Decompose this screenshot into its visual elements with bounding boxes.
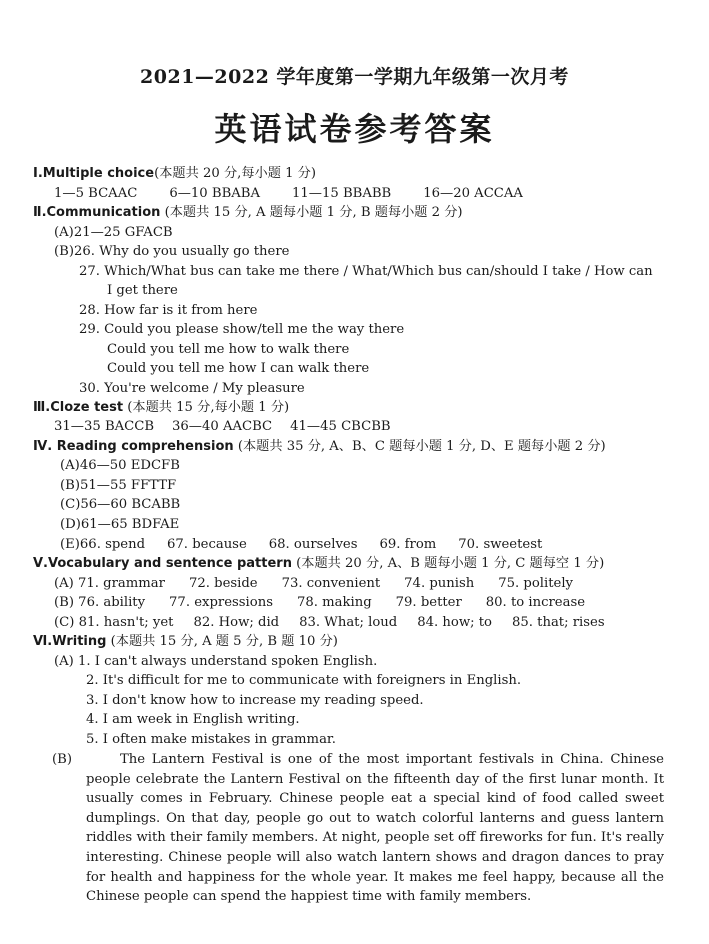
section-2-header: Ⅱ.Communication (本题共 15 分, A 题每小题 1 分, B 题每小题 2 分): [33, 205, 463, 220]
answer-item: 80. to increase: [485, 595, 586, 610]
section-1-note: (本题共 20 分,每小题 1 分): [154, 166, 316, 181]
section-3-answers: [54, 419, 391, 435]
section-1-answers: [54, 186, 523, 202]
answer-group: 1—5 BCAAC: [54, 186, 138, 201]
answer-item: (C) 81. hasn't; yet: [54, 615, 174, 630]
writing-b-essay: [52, 750, 664, 907]
answer-group: 36—40 AACBC: [172, 419, 273, 434]
writing-b-text: The Lantern Festival is one of the most important festivals in China. Chinese people celebrate the Lantern Festival on the fifteenth day of the first lunar month. It usually comes in February. Chinese people eat a special kind of food called sweet dumplings. On that day, people go out to watch colorful lanterns and guess lantern riddles with their family members. At night, people set off fireworks for fun. It's really interesting. Chinese people will also watch lantern shows and dragon dances to pray for health and happiness for the whole year. It makes me feel happy, because all the Chinese people can spend the happiest time with family members.: [86, 752, 664, 905]
section-5-b-answers: [54, 595, 585, 611]
section-2-b-line: Could you tell me how I can walk there: [107, 361, 370, 376]
section-2-b-line: 30. You're welcome / My pleasure: [79, 381, 305, 396]
answer-item: 78. making: [296, 595, 372, 610]
section-2-note: (本题共 15 分, A 题每小题 1 分, B 题每小题 2 分): [160, 205, 463, 220]
section-5-a-answers: [54, 576, 573, 592]
writing-a-sentence: 3. I don't know how to increase my reading speed.: [86, 693, 424, 708]
answer-item: 68. ourselves: [268, 537, 358, 552]
section-4-line: (B)51—55 FFTTF: [60, 478, 177, 493]
answer-item: 72. beside: [188, 576, 258, 591]
answer-item: 77. expressions: [169, 595, 273, 610]
section-2-b-line: Could you tell me how to walk there: [107, 342, 350, 357]
answer-item: 75. politely: [498, 576, 574, 591]
section-2-b-line: 27. Which/What bus can take me there / What/Which bus can/should I take / How can: [79, 264, 653, 279]
section-4-e-answers: [60, 537, 542, 553]
writing-a-sentence: 2. It's difficult for me to communicate with foreigners in English.: [86, 673, 522, 688]
answer-item: 84. how; to: [417, 615, 492, 630]
answer-item: 82. How; did: [193, 615, 280, 630]
section-4-line: (A)46—50 EDCFB: [60, 458, 180, 473]
section-5-c-answers: [54, 615, 605, 631]
section-2-b-line: I get there: [107, 283, 178, 298]
answer-item: (A) 71. grammar: [54, 576, 165, 591]
section-4-header: Ⅳ. Reading comprehension (本题共 35 分, A、B、C 题每小题 1 分, D、E 题每小题 2 分): [33, 439, 606, 454]
writing-a-sentence: 5. I often make mistakes in grammar.: [86, 732, 336, 747]
section-2-b-line: 29. Could you please show/tell me the way there: [79, 322, 405, 337]
answer-key-title: 英语试卷参考答案: [214, 110, 495, 148]
section-1-name: Multiple choice: [42, 166, 155, 181]
answer-item: 70. sweetest: [458, 537, 543, 552]
section-4-note: (本题共 35 分, A、B、C 题每小题 1 分, D、E 题每小题 2 分): [233, 439, 606, 454]
section-5-header: Ⅴ.Vocabulary and sentence pattern (本题共 20 分, A、B 题每小题 1 分, C 题每空 1 分): [33, 556, 605, 571]
section-6-name: Writing: [52, 634, 107, 649]
section-3-note: (本题共 15 分,每小题 1 分): [123, 400, 290, 415]
section-2-b-line: 28. How far is it from here: [79, 303, 258, 318]
section-2-a-answers: (A)21—25 GFACB: [54, 225, 173, 240]
answer-group: 11—15 BBABB: [292, 186, 392, 201]
answer-item: 85. that; rises: [511, 615, 605, 630]
section-2-b-line: (B)26. Why do you usually go there: [54, 244, 290, 259]
section-4-name: Reading comprehension: [52, 439, 234, 454]
section-4-line: (D)61—65 BDFAE: [60, 517, 180, 532]
section-1-header: Ⅰ.Multiple choice(本题共 20 分,每小题 1 分): [33, 166, 316, 181]
answer-group: 41—45 CBCBB: [290, 419, 391, 434]
section-5-note: (本题共 20 分, A、B 题每小题 1 分, C 题每空 1 分): [291, 556, 605, 571]
section-3-header: Ⅲ.Cloze test (本题共 15 分,每小题 1 分): [33, 400, 290, 415]
answer-item: 67. because: [167, 537, 247, 552]
writing-a-sentence: 4. I am week in English writing.: [86, 712, 300, 727]
section-3-name: Cloze test: [50, 400, 124, 415]
answer-group: 31—35 BACCB: [54, 419, 155, 434]
writing-a-sentence: (A) 1. I can't always understand spoken English.: [54, 654, 378, 669]
answer-group: 6—10 BBABA: [169, 186, 260, 201]
section-4-line: (C)56—60 BCABB: [60, 497, 181, 512]
answer-item: 79. better: [395, 595, 462, 610]
answer-item: 73. convenient: [281, 576, 381, 591]
answer-group: 16—20 ACCAA: [423, 186, 523, 201]
answer-item: (B) 76. ability: [54, 595, 146, 610]
section-2-name: Communication: [46, 205, 161, 220]
answer-item: 83. What; loud: [299, 615, 398, 630]
writing-b-label: (B): [52, 752, 72, 767]
answer-item: (E)66. spend: [60, 537, 146, 552]
section-5-name: Vocabulary and sentence pattern: [48, 556, 292, 571]
answer-item: 74. punish: [404, 576, 475, 591]
section-6-note: (本题共 15 分, A 题 5 分, B 题 10 分): [106, 634, 338, 649]
section-6-header: Ⅵ.Writing (本题共 15 分, A 题 5 分, B 题 10 分): [33, 634, 338, 649]
answer-item: 69. from: [379, 537, 437, 552]
exam-title: 2021—2022 学年度第一学期九年级第一次月考: [140, 66, 569, 88]
